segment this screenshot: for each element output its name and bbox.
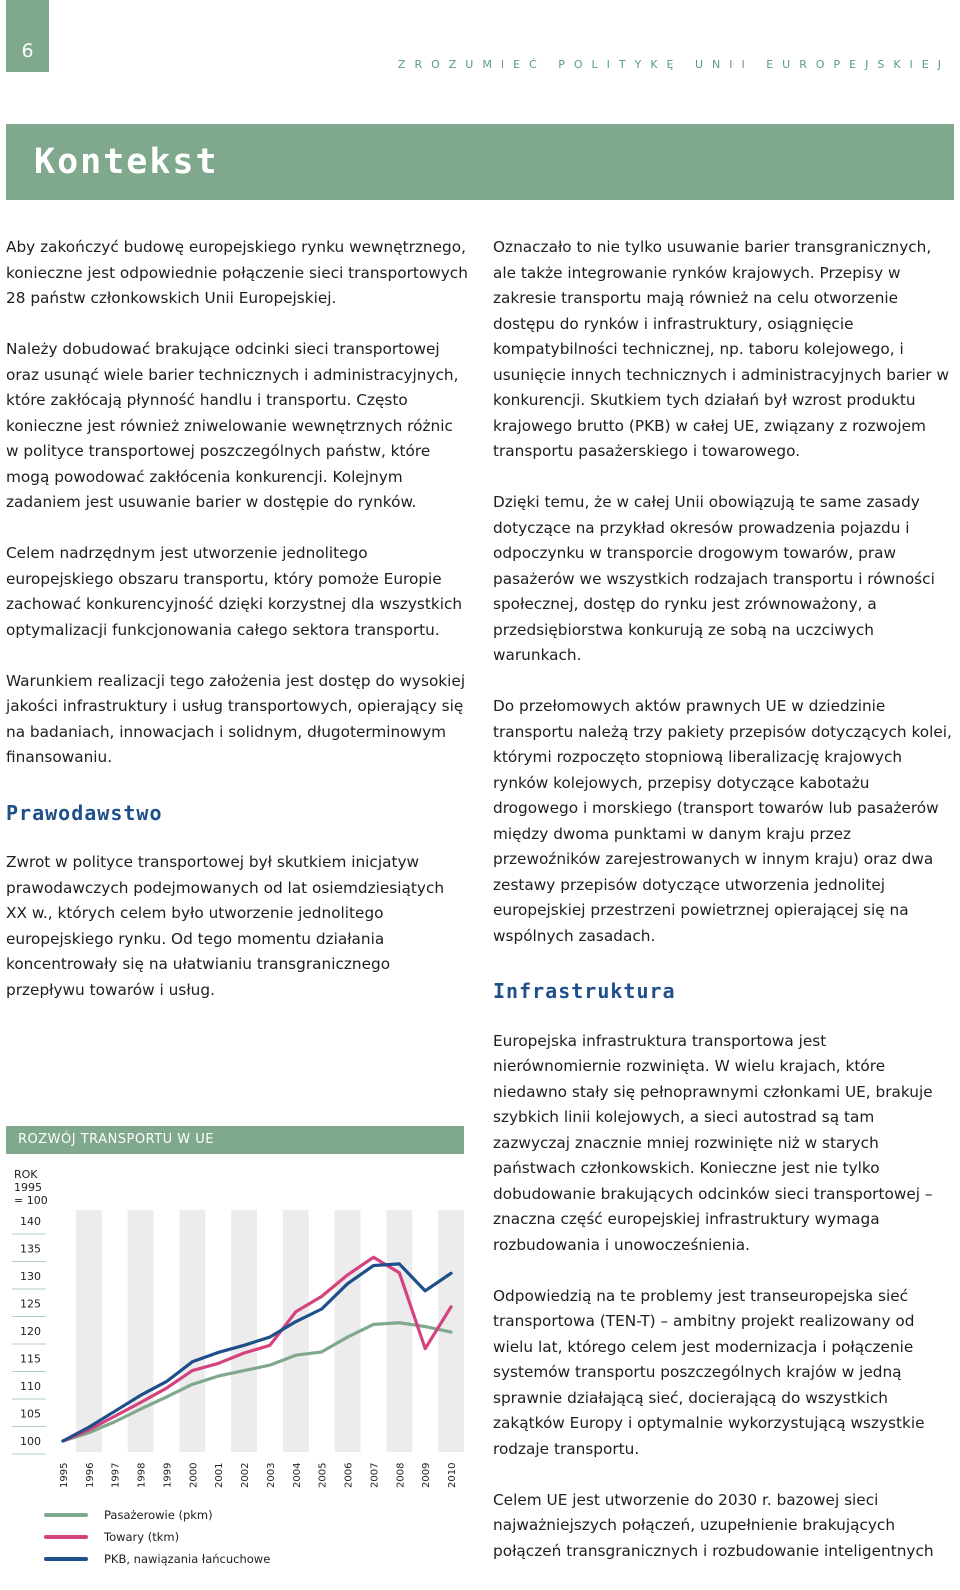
chart-ylabel-line: 1995 [14,1181,42,1194]
chart-plot [6,1126,469,1498]
paragraph: Aby zakończyć budowę europejskiego rynku wewnętrznego, konieczne jest odpowiednie połączenie sieci transportowych 28 państw członkowskich Unii Europejskiej. [6,238,468,307]
paragraph: Celem UE jest utworzenie do 2030 r. bazowej sieci najważniejszych połączeń, uzupełnienie brakujących połączeń transgranicznych i rozbudowanie inteligentnych [493,1490,934,1560]
paragraph: Zwrot w polityce transportowej był skutkiem inicjatyw prawodawczych podejmowanych od lat osiemdziesiątych XX w., których celem było utworzenie jednolitego europejskiego rynku. Od tego momentu działania koncentrowały się na ułatwianiu transgranicznego przepływu towarów i usług. [6,853,445,999]
transport-chart [6,1126,469,1586]
paragraph: Należy dobudować brakujące odcinki sieci transportowej oraz usunąć wiele barier technicznych i administracyjnych, które zakłócają płynność handlu i transportu. Często konieczne jest również zniwelowanie wewnętrznych różnic w polityce transportowej poszczególnych państw, które mogą powodować zakłócenia konkurencji. Kolejnym zadaniem jest usuwanie barier w dostępie do rynków. [6,340,459,511]
page-number-tab [6,0,49,72]
y-tick-label: 130 [20,1270,41,1283]
y-tick-label: 110 [20,1380,41,1393]
section-banner [6,124,954,200]
y-tick-label: 120 [20,1325,41,1338]
legend-label: Towary (tkm) [104,1530,180,1544]
x-tick-label: 2009 [421,1462,433,1488]
legend-label: Pasażerowie (pkm) [104,1508,213,1522]
x-tick-label: 2006 [343,1462,355,1488]
x-tick-label: 2007 [369,1462,381,1488]
page-number: 6 [21,40,34,62]
legend-item [44,1504,270,1526]
chart-column-band [179,1210,205,1452]
right-column [493,235,953,1590]
y-tick-label: 100 [20,1435,41,1448]
legend-label: PKB, nawiązania łańcuchowe [104,1552,271,1566]
x-tick-label: 1995 [58,1462,70,1488]
x-tick-label: 1996 [84,1462,96,1488]
heading-infrastruktura: Infrastruktura [493,979,676,1003]
x-tick-label: 1999 [162,1462,174,1488]
x-tick-label: 1997 [110,1462,122,1488]
x-tick-label: 1998 [136,1462,148,1488]
x-tick-label: 2002 [240,1462,252,1488]
x-tick-label: 2004 [291,1462,303,1488]
paragraph: Dzięki temu, że w całej Unii obowiązują te same zasady dotyczące na przykład okresów prowadzenia pojazdu i odpoczynku w transporcie drogowym towarów, praw pasażerów we wszystkich rodzajach transportu i równości społecznej, dostęp do rynku jest zrównoważony, a przedsiębiorstwa konkurują ze sobą na uczciwych warunkach. [493,493,935,664]
paragraph: Odpowiedzią na te problemy jest transeuropejska sieć transportowa (TEN-T) – ambitny projekt realizowany od wielu lat, którego celem jest modernizacja i połączenie systemów transportu poszczególnych krajów w jedną sprawnie działającą sieć, docierającą do wszystkich zakątków Europy i optymalnie wykorzystującą wszystkie rodzaje transportu. [493,1286,925,1458]
legend-item [44,1526,270,1548]
section-title: Kontekst [34,142,219,182]
chart-column-band [386,1210,412,1452]
paragraph: Celem nadrzędnym jest utworzenie jednolitego europejskiego obszaru transportu, który pomoże Europie zachować konkurencyjność dzięki korzystnej dla wszystkich optymalizacji funkcjonowania całego sektora transportu. [6,544,463,639]
y-tick-label: 105 [20,1407,41,1421]
chart-ylabel-line: ROK [14,1168,38,1181]
x-tick-label: 2008 [395,1462,407,1488]
y-tick-label: 140 [20,1215,41,1228]
chart-title: ROZWÓJ TRANSPORTU W UE [6,1126,464,1154]
chart-legend [44,1504,270,1570]
x-tick-label: 2003 [265,1462,277,1488]
legend-item [44,1548,270,1570]
y-tick-label: 125 [20,1297,41,1311]
chart-ylabel-line: = 100 [14,1194,48,1207]
chart-column-band [231,1210,257,1452]
legend-swatch [44,1557,88,1561]
y-tick-label: 115 [20,1352,41,1366]
chart-column-band [76,1210,102,1452]
x-tick-label: 2000 [188,1462,200,1488]
legend-swatch [44,1513,88,1517]
paragraph: Do przełomowych aktów prawnych UE w dziedzinie transportu należą trzy pakiety przepisów dotyczących kolei, którymi rozpoczęto stopniową liberalizację krajowych rynków kolejowych, przepisy dotyczące kabotażu drogowego i morskiego (transport towarów lub pasażerów między dwoma punktami w danym kraju przez przewoźników zarejestrowanych w innym kraju) oraz dwa zestawy przepisów dotyczące utworzenia jednolitej europejskiej przestrzeni powietrznej opierającej się na wspólnych zasadach. [493,697,952,945]
heading-prawodawstwo: Prawodawstwo [6,800,163,825]
x-tick-label: 2010 [447,1462,459,1488]
legend-swatch [44,1535,88,1539]
chart-column-band [283,1210,309,1452]
paragraph: Warunkiem realizacji tego założenia jest dostęp do wysokiej jakości infrastruktury i usług transportowych, opierający się na badaniach, innowacjach i solidnym, długoterminowym finansowaniu. [6,671,466,766]
running-head: ZROZUMIEĆ POLITYKĘ UNII EUROPEJSKIEJ [397,58,950,71]
x-tick-label: 2005 [317,1462,329,1488]
paragraph: Oznaczało to nie tylko usuwanie barier transgranicznych, ale także integrowanie rynków krajowych. Przepisy w zakresie transportu mają również na celu otworzenie dostępu do rynków i infrastruktury, osiągnięcie kompatybilności technicznej, np. taboru kolejowego, i usunięcie innych technicznych i administracyjnych barier w konkurencji. Skutkiem tych działań był wzrost produktu krajowego brutto (PKB) w całej UE, związany z rozwojem transportu pasażerskiego i towarowego. [493,238,949,460]
chart-column-band [128,1210,154,1452]
x-tick-label: 2001 [214,1462,226,1488]
left-column [6,235,468,1029]
paragraph: Europejska infrastruktura transportowa jest nierównomiernie rozwinięta. W wielu krajach, które niedawno stały się pełnoprawnymi członkami UE, brakuje szybkich linii kolejowych, a sieci autostrad są tam zazwyczaj znacznie mniej rozwinięte niż w starych państwach członkowskich. Konieczne jest nie tylko dobudowanie brakujących odcinków sieci transportowej – znaczna część europejskiej infrastruktury wymaga rozbudowania i unowocześnienia. [493,1031,933,1254]
y-tick-label: 135 [20,1242,41,1256]
